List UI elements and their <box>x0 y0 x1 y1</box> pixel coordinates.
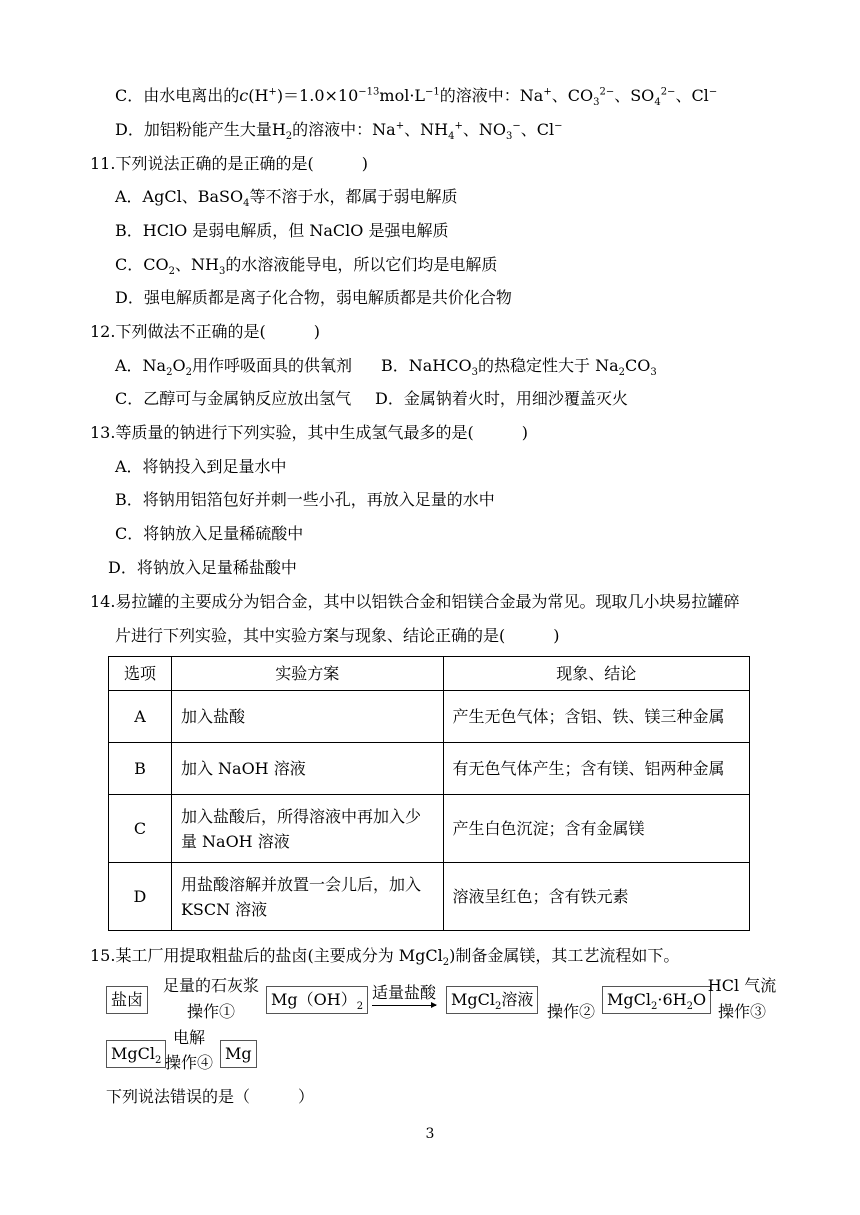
q13-option-c: C．将钠放入足量稀硫酸中 <box>115 524 304 543</box>
q11-option-a: A．AgCl、BaSO$_4$等不溶于水，都属于弱电解质 <box>115 187 458 210</box>
table-cell-plan: 加入 NaOH 溶液 <box>171 743 443 795</box>
table-header-row <box>109 657 750 691</box>
q13-option-b: B．将钠用铝箔包好并刺一些小孔，再放入足量的水中 <box>115 490 495 509</box>
q11-option-d: D．强电解质都是离子化合物，弱电解质都是共价化合物 <box>115 288 512 307</box>
q11-option-c: C．$CO_2$、$NH_3$的水溶液能导电，所以它们均是电解质 <box>115 255 498 278</box>
q14-stem-line2: 片进行下列实验，其中实验方案与现象、结论正确的是( ) <box>115 626 560 645</box>
table-row <box>109 743 750 795</box>
q15-stem: 15.某工厂用提取粗盐后的盐卤(主要成分为 MgCl$_2$)制备金属镁，其工艺流程如下。 <box>90 946 680 969</box>
table-row <box>109 691 750 743</box>
flow-step4-operation: 操作③ <box>717 1002 766 1021</box>
q13-stem: 13.等质量的钠进行下列实验，其中生成氢气最多的是( ) <box>90 423 528 442</box>
q10-option-d: D．加铝粉能产生大量$H_2$的溶液中：Na+、$NH_4^+$、$NO_3^-$、Cl− <box>115 120 563 143</box>
flow-step3-operation: 操作② <box>546 1002 595 1021</box>
table-header-cell: 选项 <box>109 657 172 691</box>
table-header-cell: 现象、结论 <box>443 657 749 691</box>
table-cell-result: 产生无色气体；含铝、铁、镁三种金属 <box>443 691 749 743</box>
table-row <box>109 795 750 863</box>
table-cell-result: 溶液呈红色；含有铁元素 <box>443 863 749 931</box>
table-cell-plan: 加入盐酸 <box>171 691 443 743</box>
table-cell-result: 产生白色沉淀；含有金属镁 <box>443 795 749 863</box>
q11-stem: 11.下列说法正确的是正确的是( ) <box>90 154 368 173</box>
q12-option-b: B．NaHCO$_3$的热稳定性大于 $Na_2CO_3$ <box>381 356 657 379</box>
q11-option-b: B．HClO 是弱电解质，但 NaClO 是强电解质 <box>115 221 449 240</box>
q14-stem-line1: 14.易拉罐的主要成分为铝合金，其中以铝铁合金和铝镁合金最为常见。现取几小块易拉罐碎 <box>90 592 740 611</box>
q12-option-d: D．金属钠着火时，用细沙覆盖灭火 <box>375 389 628 408</box>
flow-box-mgcl2: MgCl$_2$ <box>106 1040 166 1068</box>
table-cell-option: C <box>109 795 172 863</box>
q12-option-c: C．乙醇可与金属钠反应放出氢气 <box>115 389 352 408</box>
flow-box-mg-oh2: $Mg(OH)_2$ <box>266 986 368 1014</box>
table-cell-option: B <box>109 743 172 795</box>
experiment-table <box>108 656 750 931</box>
q12-stem: 12.下列做法不正确的是( ) <box>90 322 320 341</box>
flow-step1-operation: 操作① <box>186 1002 235 1021</box>
flow-box-mgcl2-hydrate: $MgCl_2\cdot 6H_2O$ <box>602 986 711 1014</box>
table-cell-option: A <box>109 691 172 743</box>
page-number: 3 <box>425 1126 435 1142</box>
table-header-cell: 实验方案 <box>171 657 443 691</box>
flow-box-mg: Mg <box>220 1040 257 1068</box>
q10-option-c: C．由水电离出的$c(H^+)=1.0\times 10^{-13}mol\cdot L^{-1}$的溶液中：Na+、$CO_3^{2-}$、$SO_4^{2-}$、Cl− <box>115 86 718 109</box>
flow-step4-reagent: HCl 气流 <box>707 976 777 995</box>
table-cell-plan: 用盐酸溶解并放置一会儿后，加入 KSCN 溶液 <box>171 863 443 931</box>
table-row <box>109 863 750 931</box>
q12-option-a: A．$Na_2O_2$用作呼吸面具的供氧剂 <box>115 356 352 379</box>
q13-option-a: A．将钠投入到足量水中 <box>115 457 287 476</box>
q13-option-d: D．将钠放入足量稀盐酸中 <box>108 558 297 577</box>
table-cell-option: D <box>109 863 172 931</box>
q15-question: 下列说法错误的是（ ） <box>106 1087 315 1106</box>
flow-step5-operation: 操作④ <box>164 1053 213 1072</box>
table-cell-result: 有无色气体产生；含有镁、铝两种金属 <box>443 743 749 795</box>
flow-step1-reagent: 足量的石灰浆 <box>162 976 259 995</box>
flow-box-brine: 盐卤 <box>106 986 148 1014</box>
flow-box-mgcl2-solution: MgCl$_2$溶液 <box>446 986 538 1014</box>
flow-step5-condition: 电解 <box>172 1028 205 1047</box>
table-cell-plan: 加入盐酸后，所得溶液中再加入少量 NaOH 溶液 <box>171 795 443 863</box>
flow-step2-reagent: 适量盐酸 <box>371 983 436 1002</box>
flow-arrow <box>372 1005 436 1006</box>
